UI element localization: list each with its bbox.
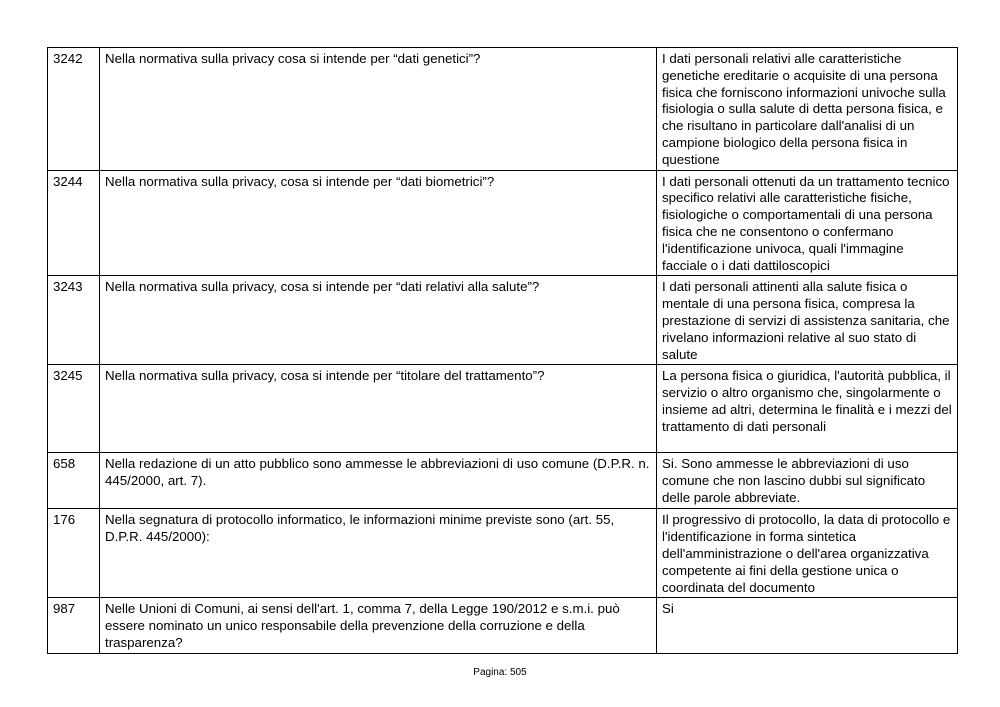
question-text: Nelle Unioni di Comuni, ai sensi dell'art. 1, comma 7, della Legge 190/2012 e s.m.i. può essere nominato un unico responsabile della prevenzione della corruzione e della trasparenza? bbox=[100, 598, 657, 654]
question-id: 3245 bbox=[48, 365, 100, 453]
answer-text: Il progressivo di protocollo, la data di protocollo e l'identificazione in forma sintetica dell'amministrazione o dell'area organizzativa competente ai fini della gestione unica o coordinata del documento bbox=[657, 509, 958, 598]
question-id: 3244 bbox=[48, 170, 100, 276]
table-row bbox=[48, 598, 958, 654]
question-text: Nella normativa sulla privacy, cosa si intende per “dati biometrici”? bbox=[100, 170, 657, 276]
question-id: 658 bbox=[48, 453, 100, 509]
table-row bbox=[48, 365, 958, 453]
table-row bbox=[48, 48, 958, 171]
question-text: Nella normativa sulla privacy cosa si intende per “dati genetici”? bbox=[100, 48, 657, 171]
answer-text: Si bbox=[657, 598, 958, 654]
question-text: Nella normativa sulla privacy, cosa si intende per “titolare del trattamento”? bbox=[100, 365, 657, 453]
answer-text: I dati personali attinenti alla salute fisica o mentale di una persona fisica, compresa la prestazione di servizi di assistenza sanitaria, che rivelano informazioni relative al suo stato di salute bbox=[657, 276, 958, 365]
table-row bbox=[48, 276, 958, 365]
answer-text: Si. Sono ammesse le abbreviazioni di uso comune che non lascino dubbi sul significato delle parole abbreviate. bbox=[657, 453, 958, 509]
question-id: 176 bbox=[48, 509, 100, 598]
answer-text: La persona fisica o giuridica, l'autorità pubblica, il servizio o altro organismo che, singolarmente o insieme ad altri, determina le finalità e i mezzi del trattamento di dati personali bbox=[657, 365, 958, 453]
answer-text: I dati personali ottenuti da un trattamento tecnico specifico relativi alle caratteristiche fisiche, fisiologiche o comportamentali di una persona fisica che ne consentono o confermano l'identificazione univoca, quali l'immagine facciale o i dati dattiloscopici bbox=[657, 170, 958, 276]
table-row bbox=[48, 170, 958, 276]
page-number: Pagina: 505 bbox=[473, 667, 527, 678]
question-text: Nella redazione di un atto pubblico sono ammesse le abbreviazioni di uso comune (D.P.R. n. 445/2000, art. 7). bbox=[100, 453, 657, 509]
question-id: 987 bbox=[48, 598, 100, 654]
answer-text: I dati personali relativi alle caratteristiche genetiche ereditarie o acquisite di una persona fisica che forniscono informazioni univoche sulla fisiologia o sulla salute di detta persona fisica, e che risultano in particolare dall'analisi di un campione biologico della persona fisica in questione bbox=[657, 48, 958, 171]
table-row bbox=[48, 453, 958, 509]
qa-table bbox=[47, 47, 958, 654]
table-row bbox=[48, 509, 958, 598]
question-id: 3243 bbox=[48, 276, 100, 365]
question-text: Nella segnatura di protocollo informatico, le informazioni minime previste sono (art. 55, D.P.R. 445/2000): bbox=[100, 509, 657, 598]
question-text: Nella normativa sulla privacy, cosa si intende per “dati relativi alla salute”? bbox=[100, 276, 657, 365]
question-id: 3242 bbox=[48, 48, 100, 171]
